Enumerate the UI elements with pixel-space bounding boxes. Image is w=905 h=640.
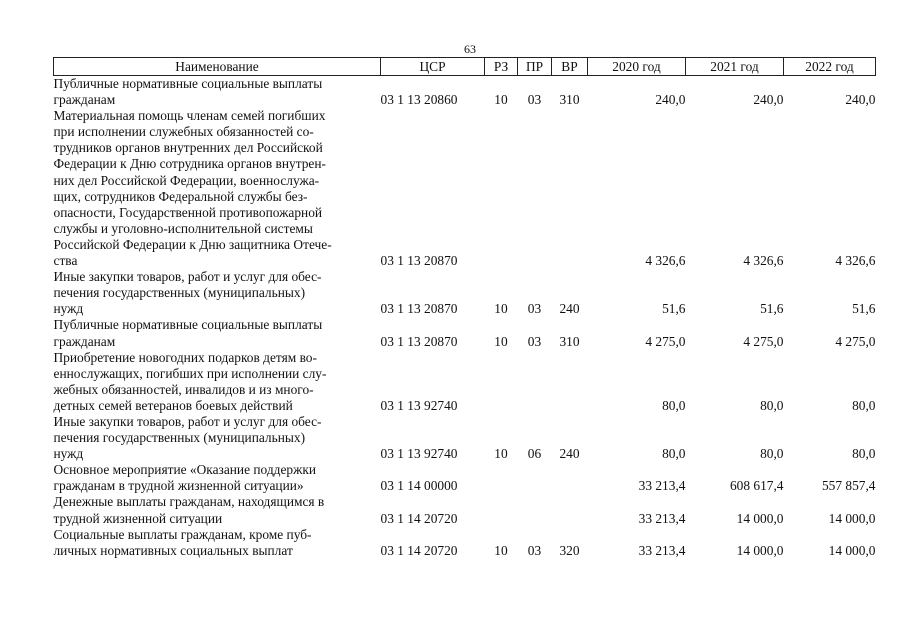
name-line: трудников органов внутренних дел Российской — [53, 140, 323, 156]
cell-pr: 06 — [527, 446, 542, 462]
header-2022: 2022 год — [784, 58, 876, 76]
cell-rz: 10 — [494, 542, 508, 558]
cell-pr: 03 — [527, 542, 542, 558]
cell-2020: 51,6 — [662, 301, 686, 317]
name-line: печения государственных (муниципальных) — [53, 430, 306, 446]
cell-rz — [485, 462, 518, 494]
budget-table — [53, 57, 876, 559]
cell-name — [54, 527, 381, 559]
name-line: нужд — [53, 446, 84, 462]
cell-vr: 310 — [559, 92, 580, 108]
cell-2020: 80,0 — [662, 397, 686, 413]
cell-2021: 51,6 — [760, 301, 784, 317]
name-line: при исполнении служебных обязанностей со- — [53, 124, 314, 140]
cell-2020: 80,0 — [662, 446, 686, 462]
cell-2022: 51,6 — [852, 301, 876, 317]
name-line: Российской Федерации к Дню защитника Отече- — [53, 236, 332, 252]
cell-pr: 03 — [527, 301, 542, 317]
cell-name — [54, 317, 381, 349]
cell-2022: 557 857,4 — [821, 478, 876, 494]
cell-pr — [518, 108, 552, 269]
name-line: Публичные нормативные социальные выплаты — [53, 317, 323, 333]
header-row — [54, 58, 876, 76]
name-line: щих, сотрудников Федеральной службы без- — [53, 188, 308, 204]
name-line: Иные закупки товаров, работ и услуг для обес- — [53, 413, 322, 429]
cell-csr: 03 1 13 20860 — [380, 92, 458, 108]
table-header — [54, 58, 876, 76]
cell-2022: 80,0 — [852, 397, 876, 413]
name-line: гражданам — [53, 92, 116, 108]
cell-csr: 03 1 14 00000 — [380, 478, 458, 494]
name-line: Основное мероприятие «Оказание поддержки — [53, 462, 317, 478]
cell-2020: 33 213,4 — [638, 478, 686, 494]
cell-rz — [485, 494, 518, 526]
header-pr: ПР — [518, 58, 552, 76]
cell-2021: 4 326,6 — [743, 253, 784, 269]
cell-2021: 14 000,0 — [736, 510, 784, 526]
cell-name — [54, 462, 381, 494]
cell-name — [54, 494, 381, 526]
name-line: ства — [53, 253, 78, 269]
name-line: жебных обязанностей, инвалидов и из много- — [53, 381, 314, 397]
cell-2022: 14 000,0 — [828, 542, 876, 558]
name-line: еннослужащих, погибших при исполнении слу- — [53, 365, 327, 381]
table-row — [54, 350, 876, 414]
cell-vr — [552, 350, 588, 414]
name-line: Иные закупки товаров, работ и услуг для обес- — [53, 269, 322, 285]
cell-vr — [552, 462, 588, 494]
name-line: Приобретение новогодних подарков детям во- — [53, 349, 317, 365]
cell-2022: 80,0 — [852, 446, 876, 462]
header-vr: ВР — [552, 58, 588, 76]
cell-rz — [485, 108, 518, 269]
cell-2020: 4 326,6 — [645, 253, 686, 269]
cell-name — [54, 350, 381, 414]
name-line: гражданам в трудной жизненной ситуации» — [53, 478, 304, 494]
name-line: гражданам — [53, 333, 116, 349]
cell-vr — [552, 108, 588, 269]
cell-2021: 608 617,4 — [729, 478, 784, 494]
name-line: службы и уголовно-исполнительной системы — [53, 220, 313, 236]
table-body — [54, 76, 876, 559]
cell-rz: 10 — [494, 446, 508, 462]
header-2021: 2021 год — [686, 58, 784, 76]
cell-2020: 240,0 — [655, 92, 686, 108]
cell-name — [54, 76, 381, 109]
cell-2022: 4 275,0 — [835, 333, 876, 349]
table-row — [54, 269, 876, 317]
cell-name — [54, 108, 381, 269]
cell-vr: 240 — [559, 446, 580, 462]
name-line: личных нормативных социальных выплат — [53, 542, 293, 558]
cell-2022: 240,0 — [845, 92, 876, 108]
cell-csr: 03 1 13 20870 — [380, 301, 458, 317]
table-row — [54, 414, 876, 462]
header-name: Наименование — [54, 58, 381, 76]
cell-rz — [485, 350, 518, 414]
cell-name — [54, 269, 381, 317]
cell-2021: 80,0 — [760, 397, 784, 413]
cell-rz: 10 — [494, 333, 508, 349]
page-number: 63 — [464, 42, 476, 56]
cell-2021: 14 000,0 — [736, 542, 784, 558]
cell-vr: 310 — [559, 333, 580, 349]
table-row — [54, 527, 876, 559]
cell-pr — [518, 494, 552, 526]
table-row — [54, 462, 876, 494]
cell-vr — [552, 494, 588, 526]
cell-2021: 240,0 — [753, 92, 784, 108]
name-line: Публичные нормативные социальные выплаты — [53, 76, 323, 91]
name-line: детных семей ветеранов боевых действий — [53, 397, 293, 413]
name-line: Денежные выплаты гражданам, находящимся в — [53, 494, 325, 510]
cell-rz: 10 — [494, 92, 508, 108]
cell-2020: 33 213,4 — [638, 542, 686, 558]
header-2020: 2020 год — [588, 58, 686, 76]
name-line: опасности, Государственной противопожарной — [53, 204, 323, 220]
cell-csr: 03 1 13 92740 — [380, 397, 458, 413]
cell-csr: 03 1 13 20870 — [380, 253, 458, 269]
cell-2022: 14 000,0 — [828, 510, 876, 526]
name-line: трудной жизненной ситуации — [53, 510, 223, 526]
header-csr: ЦСР — [381, 58, 485, 76]
cell-2020: 4 275,0 — [645, 333, 686, 349]
name-line: Федерации к Дню сотрудника органов внутрен- — [53, 156, 326, 172]
cell-name — [54, 414, 381, 462]
table-row — [54, 494, 876, 526]
cell-2021: 80,0 — [760, 446, 784, 462]
cell-csr: 03 1 14 20720 — [380, 510, 458, 526]
cell-csr: 03 1 14 20720 — [380, 542, 458, 558]
table-row — [54, 108, 876, 269]
cell-2021: 4 275,0 — [743, 333, 784, 349]
name-line: Материальная помощь членам семей погибших — [53, 108, 326, 124]
header-rz: РЗ — [485, 58, 518, 76]
name-line: нужд — [53, 301, 84, 317]
cell-pr: 03 — [527, 92, 542, 108]
table-row — [54, 76, 876, 109]
name-line: печения государственных (муниципальных) — [53, 285, 306, 301]
cell-2020: 33 213,4 — [638, 510, 686, 526]
name-line: них дел Российской Федерации, военнослужа- — [53, 172, 320, 188]
cell-csr: 03 1 13 92740 — [380, 446, 458, 462]
cell-pr — [518, 462, 552, 494]
cell-pr: 03 — [527, 333, 542, 349]
cell-csr: 03 1 13 20870 — [380, 333, 458, 349]
cell-2022: 4 326,6 — [835, 253, 876, 269]
cell-rz: 10 — [494, 301, 508, 317]
cell-pr — [518, 350, 552, 414]
table-row — [54, 317, 876, 349]
cell-vr: 240 — [559, 301, 580, 317]
name-line: Социальные выплаты гражданам, кроме пуб- — [53, 526, 312, 542]
cell-vr: 320 — [559, 542, 580, 558]
